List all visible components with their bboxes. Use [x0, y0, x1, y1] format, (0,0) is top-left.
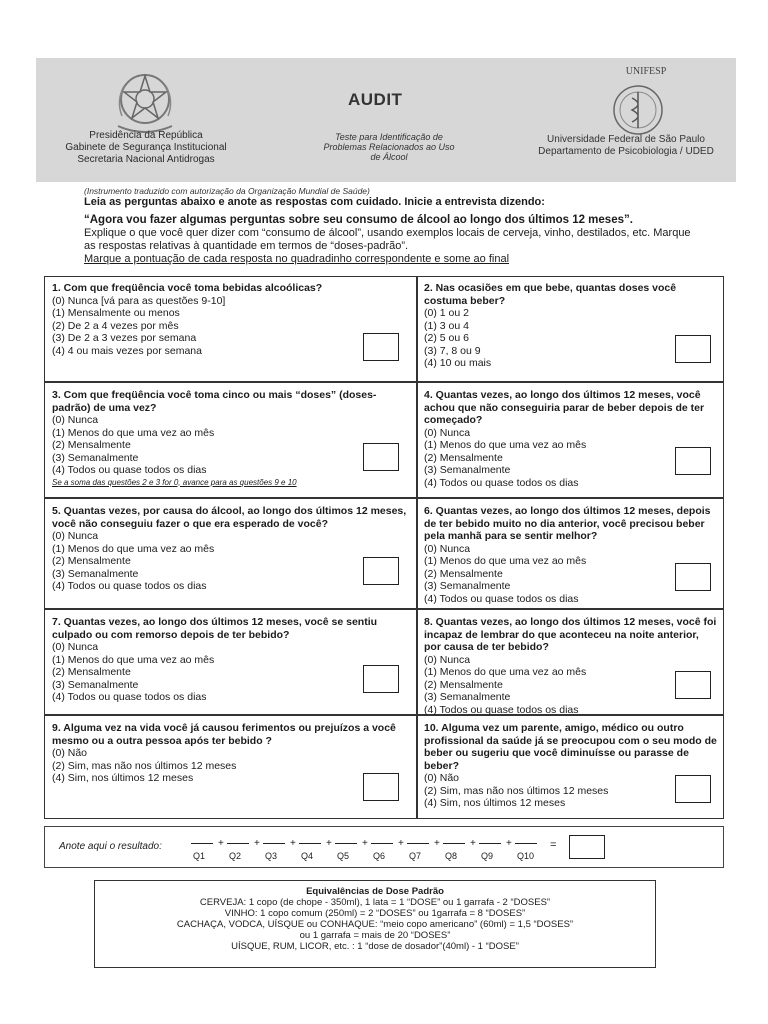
equivalence-line: CERVEJA: 1 copo (de chope - 350ml), 1 lata = 1 “DOSE” ou 1 garrafa - 2 “DOSES” [199, 897, 551, 908]
question-9 [45, 717, 416, 817]
answer-option: (2) Mensalmente [52, 666, 131, 678]
answer-option: (2) 5 ou 6 [424, 332, 469, 344]
grid-divider [45, 497, 723, 499]
question-text: 2. Nas ocasiões em que bebe, quantas doses você costuma beber? [424, 282, 677, 307]
answer-option: (0) Nunca [vá para as questões 9-10] [52, 294, 226, 307]
score-box-q7[interactable] [363, 665, 399, 693]
result-slot[interactable] [299, 837, 329, 859]
answer-option: (3) Semanalmente [52, 567, 139, 580]
equals-sign: = [550, 839, 557, 851]
form-header [36, 58, 736, 182]
equivalence-line: UÍSQUE, RUM, LICOR, etc. : 1 “dose de dosador”(40ml) - 1 “DOSE” [231, 941, 519, 952]
answer-option: (1) Menos do que uma vez ao mês [52, 653, 215, 666]
question-text: 10. Alguma vez um parente, amigo, médico ou outro profissional da saúde já se preocupou com o seu modo de beber ou sugeriu que você diminuísse ou parasse de beber? [424, 722, 717, 772]
answer-option: (4) Todos ou quase todos os dias [52, 691, 207, 703]
score-box-q9[interactable] [363, 773, 399, 801]
plus-sign: + [218, 838, 224, 849]
subtitle-line: Problemas Relacionados ao Uso [323, 142, 455, 152]
unifesp-logo-icon [606, 78, 670, 138]
result-label: Anote aqui o resultado: [59, 841, 162, 852]
answer-option: (1) Menos do que uma vez ao mês [424, 439, 587, 451]
result-slot[interactable] [335, 837, 365, 859]
department-line: Departamento de Psicobiologia / UDED [538, 146, 714, 157]
question-2 [417, 277, 723, 381]
answer-option: (2) De 2 a 4 vezes por mês [52, 319, 179, 332]
answer-option: (4) Todos ou quase todos os dias [52, 580, 207, 592]
score-box-q6[interactable] [675, 563, 711, 591]
question-text: 9. Alguma vez na vida você já causou ferimentos ou prejuízos a você mesmo ou a outra pessoa após ter bebido ? [52, 722, 396, 747]
answer-option: (1) Menos do que uma vez ao mês [424, 555, 587, 567]
question-5 [45, 500, 416, 608]
score-box-q2[interactable] [675, 335, 711, 363]
interview-quote: “Agora vou fazer algumas perguntas sobre seu consumo de álcool ao longo dos últimos 12 meses”. [84, 214, 633, 226]
slot-label: Q2 [229, 851, 242, 861]
slot-label: Q9 [481, 851, 494, 861]
answer-option: (0) Nunca [424, 653, 471, 666]
answer-option: (4) Sim, nos últimos 12 meses [52, 772, 194, 784]
answer-option: (4) Todos ou quase todos os dias [52, 464, 207, 476]
slot-label: Q4 [301, 851, 314, 861]
instructions-explain: Explique o que você quer dizer com “consumo de álcool”, usando exemplos locais de cerveja, vinho, destilados, etc. Marque as respostas relativas à quantidade em termos de “doses-padrão”. [84, 227, 691, 252]
answer-option: (3) Semanalmente [424, 464, 511, 476]
plus-sign: + [326, 838, 332, 849]
answer-option: (2) Mensalmente [424, 567, 503, 580]
grid-divider [45, 381, 723, 383]
question-4 [417, 384, 723, 497]
question-1 [45, 277, 416, 381]
government-agency-lines [36, 130, 256, 166]
equivalences-title: Equivalências de Dose Padrão [306, 886, 444, 897]
answer-option: (2) Mensalmente [424, 451, 503, 464]
total-score-box[interactable] [569, 835, 605, 859]
answer-option: (0) Nunca [52, 641, 99, 653]
answer-option: (4) 10 ou mais [424, 357, 492, 369]
score-box-q8[interactable] [675, 671, 711, 699]
answer-option: (2) Sim, mas não nos últimos 12 meses [52, 759, 237, 772]
skip-instruction: Se a soma das questões 2 e 3 for 0, avance para as questões 9 e 10 [52, 477, 297, 487]
result-slot[interactable] [515, 837, 545, 859]
answer-option: (0) Nunca [52, 414, 99, 426]
answer-option: (0) Nunca [424, 542, 471, 555]
result-slot[interactable] [407, 837, 437, 859]
slot-label: Q7 [409, 851, 422, 861]
question-text: 7. Quantas vezes, ao longo dos últimos 12 meses, você se sentiu culpado ou com remorso depois de ter bebido? [52, 616, 378, 641]
result-slot[interactable] [263, 837, 293, 859]
question-text: 5. Quantas vezes, por causa do álcool, ao longo dos últimos 12 meses, você não conseguiu fazer o que era esperado de você? [52, 505, 407, 530]
answer-option: (1) Menos do que uma vez ao mês [424, 666, 587, 678]
answer-option: (0) Não [424, 772, 460, 784]
answer-option: (3) Semanalmente [52, 451, 139, 464]
score-box-q3[interactable] [363, 443, 399, 471]
answer-option: (0) Nunca [52, 530, 99, 542]
form-subtitle [294, 132, 484, 162]
answer-option: (3) Semanalmente [424, 691, 511, 703]
instructions-lead: Leia as perguntas abaixo e anote as respostas com cuidado. Inicie a entrevista dizendo: [84, 196, 545, 208]
question-text: 1. Com que freqüência você toma bebidas alcoólicas? [52, 282, 323, 294]
answer-option: (3) Semanalmente [52, 678, 139, 691]
answer-option: (1) Mensalmente ou menos [52, 307, 180, 319]
plus-sign: + [398, 838, 404, 849]
answer-option: (2) Mensalmente [52, 439, 131, 451]
plus-sign: + [254, 838, 260, 849]
dose-equivalences [94, 880, 656, 968]
answer-option: (4) Todos ou quase todos os dias [424, 476, 579, 489]
result-slot[interactable] [443, 837, 473, 859]
question-3 [45, 384, 416, 497]
answer-option: (1) Menos do que uma vez ao mês [52, 426, 215, 439]
subtitle-line: de Álcool [370, 152, 408, 162]
answer-option: (3) Semanalmente [424, 580, 511, 592]
answer-option: (1) 3 ou 4 [424, 319, 469, 332]
university-lines [516, 134, 736, 158]
agency-line: Presidência da República [89, 130, 203, 141]
slot-label: Q5 [337, 851, 350, 861]
plus-sign: + [434, 838, 440, 849]
brazil-coat-of-arms-icon [110, 66, 180, 136]
answer-option: (3) De 2 a 3 vezes por semana [52, 332, 197, 344]
answer-option: (4) Todos ou quase todos os dias [424, 703, 579, 716]
equivalence-line: CACHAÇA, VODCA, UÍSQUE ou CONHAQUE: “meio copo americano” (60ml) = 1,5 “DOSES” [176, 919, 574, 930]
result-slot[interactable] [227, 837, 257, 859]
result-slot[interactable] [371, 837, 401, 859]
plus-sign: + [506, 838, 512, 849]
grid-divider [45, 608, 723, 610]
slot-label: Q6 [373, 851, 386, 861]
answer-option: (0) Não [52, 747, 88, 759]
score-box-q4[interactable] [675, 447, 711, 475]
equivalence-line: VINHO: 1 copo comum (250ml) = 2 “DOSES” ou 1garrafa = 8 “DOSES” [224, 908, 526, 919]
plus-sign: + [290, 838, 296, 849]
answer-option: (0) Nunca [424, 426, 471, 439]
agency-line: Gabinete de Segurança Institucional [65, 142, 227, 153]
slot-label: Q1 [193, 851, 206, 861]
question-text: 6. Quantas vezes, ao longo dos últimos 12 meses, depois de ter bebido muito no dia anterior, você precisou beber pela manhã para se sentir melhor? [424, 505, 711, 542]
instructions-mark: Marque a pontuação de cada resposta no quadradinho correspondente e some ao final [84, 253, 510, 265]
answer-option: (2) Mensalmente [424, 678, 503, 691]
unifesp-label: UNIFESP [625, 66, 667, 77]
answer-option: (2) Mensalmente [52, 555, 131, 567]
result-row [44, 826, 724, 868]
slot-label: Q10 [517, 851, 535, 861]
question-text: 4. Quantas vezes, ao longo dos últimos 12 meses, você achou que não conseguiria parar de beber depois de ter começado? [424, 389, 705, 426]
score-box-q10[interactable] [675, 775, 711, 803]
answer-option: (3) 7, 8 ou 9 [424, 344, 481, 357]
result-slot[interactable] [479, 837, 509, 859]
slot-label: Q8 [445, 851, 458, 861]
page-title: AUDIT [348, 90, 403, 109]
answer-option: (4) 4 ou mais vezes por semana [52, 344, 202, 357]
question-6 [417, 500, 723, 608]
answer-option: (0) 1 ou 2 [424, 307, 469, 319]
question-text: 8. Quantas vezes, ao longo dos últimos 12 meses, você foi incapaz de lembrar do que aconteceu na noite anterior, por causa de ter bebido? [424, 616, 717, 653]
result-slot[interactable] [191, 837, 221, 859]
score-box-q5[interactable] [363, 557, 399, 585]
slot-label: Q3 [265, 851, 278, 861]
question-text: 3. Com que freqüência você toma cinco ou mais “doses” (doses-padrão) de uma vez? [52, 389, 377, 414]
questionnaire-grid [44, 276, 724, 819]
answer-option: (4) Sim, nos últimos 12 meses [424, 797, 566, 809]
agency-line: Secretaria Nacional Antidrogas [77, 154, 215, 165]
answer-option: (2) Sim, mas não nos últimos 12 meses [424, 784, 609, 797]
subtitle-line: Teste para Identificação de [335, 132, 443, 142]
translation-note: (Instrumento traduzido com autorização da Organização Mundial de Saúde) [84, 186, 370, 196]
answer-option: (4) Todos ou quase todos os dias [424, 592, 579, 605]
university-line: Universidade Federal de São Paulo [547, 134, 705, 145]
instructions [84, 186, 704, 265]
question-7 [45, 611, 416, 714]
equivalence-line: ou 1 garrafa = mais de 20 “DOSES” [299, 930, 451, 941]
plus-sign: + [470, 838, 476, 849]
answer-option: (1) Menos do que uma vez ao mês [52, 542, 215, 555]
score-box-q1[interactable] [363, 333, 399, 361]
plus-sign: + [362, 838, 368, 849]
